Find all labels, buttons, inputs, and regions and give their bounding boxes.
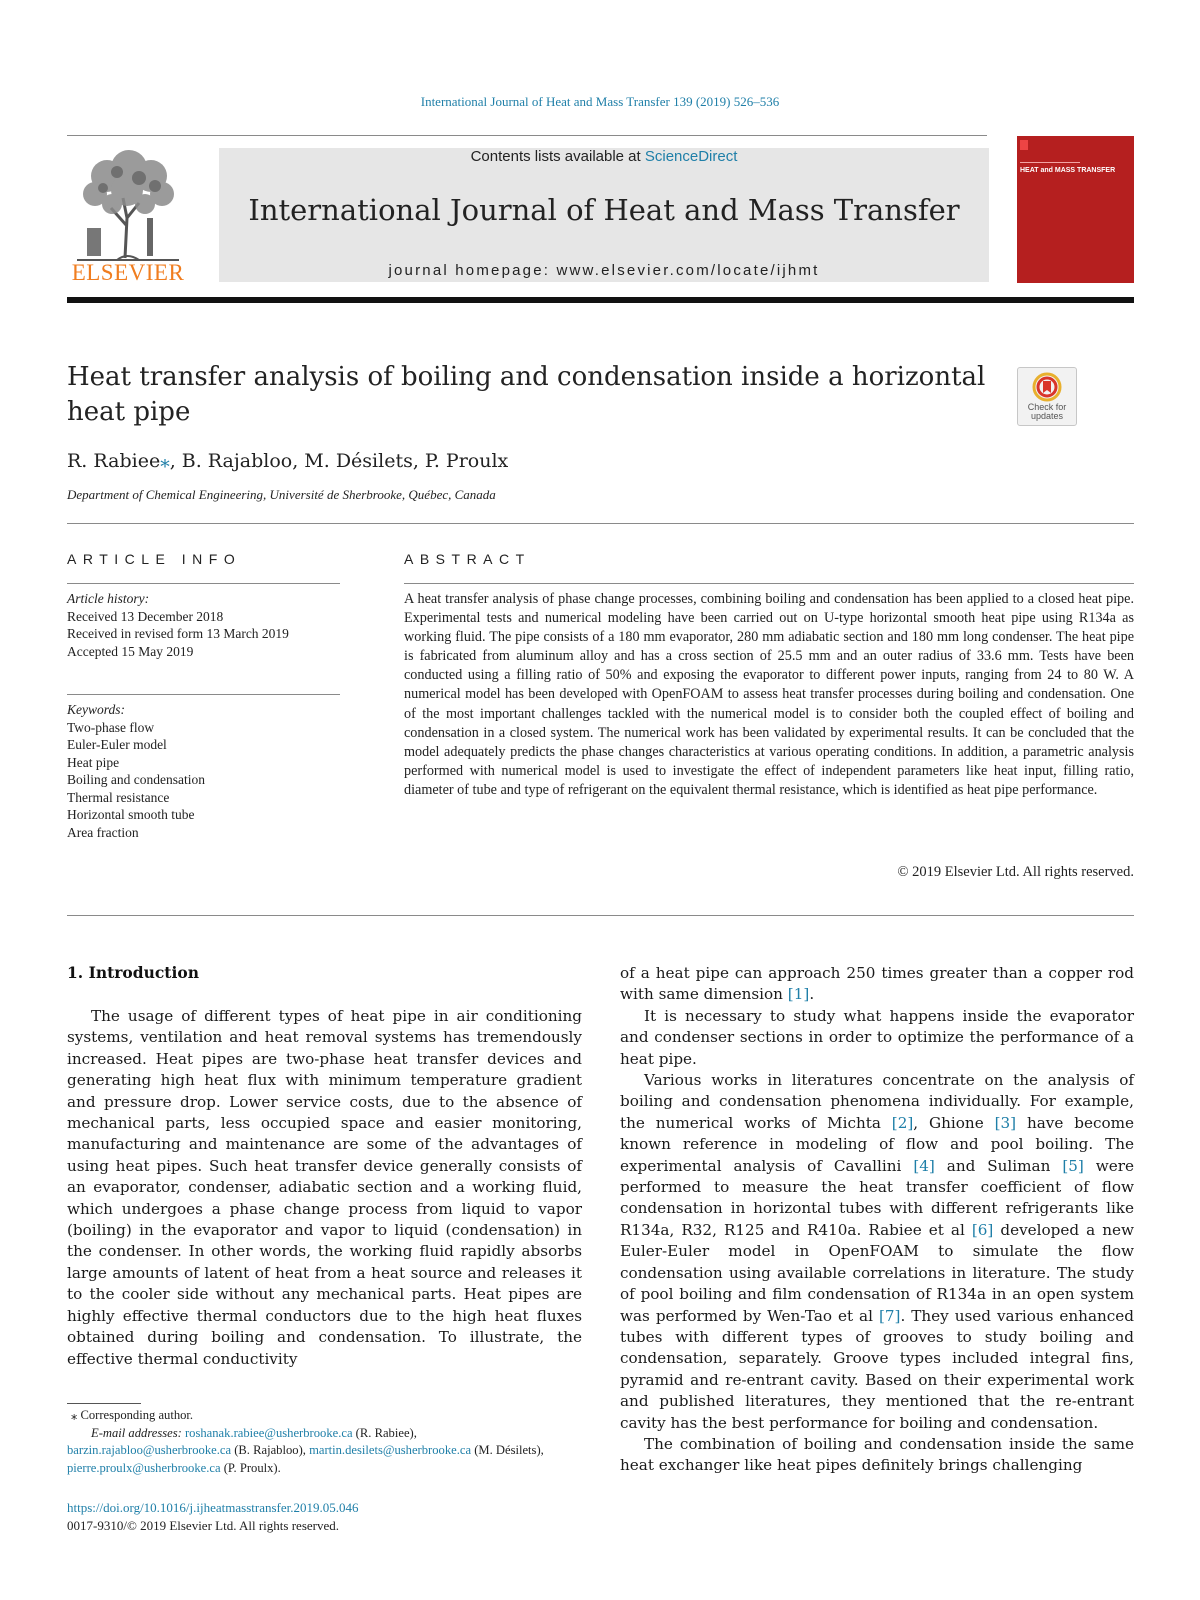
email-owner: (M. Désilets), (471, 1443, 544, 1458)
keyword-item: Thermal resistance (67, 789, 170, 805)
history-label: Article history: (67, 591, 150, 606)
citation-link[interactable]: [5] (1062, 1156, 1084, 1175)
email-link[interactable]: barzin.rajabloo@usherbrooke.ca (67, 1443, 232, 1458)
corresponding-author-note: ⁎ Corresponding author. (71, 1408, 194, 1422)
history-received: Received 13 December 2018 (67, 608, 224, 624)
abstract-heading: ABSTRACT (404, 551, 531, 567)
journal-cover-thumbnail (1017, 136, 1134, 283)
email-link[interactable]: martin.desilets@usherbrooke.ca (309, 1443, 472, 1458)
article-title: Heat transfer analysis of boiling and condensation inside a horizontal heat pipe (67, 362, 986, 427)
intro-paragraph-4: The combination of boiling and condensation inside the same heat exchanger like heat pipes definitely brings challenging (620, 1434, 1134, 1475)
contents-availability (219, 148, 989, 165)
intro-paragraph-1: The usage of different types of heat pipe in air conditioning systems, ventilation and heat removal systems has tremendously increased. Heat pipes are two-phase heat transfer devices and generating high heat flux with minimum temperature gradient and pressure drop. Lower service costs, due to the absence of mechanical parts, less occupied space and easier monitoring, manufacturing and maintenance are some of the advantages of using heat pipes. Such heat transfer device generally consists of an evaporator, condenser, adiabatic section and a working fluid, which undergoes a phase change process from liquid to vapor (boiling) in the evaporator and vapor to liquid (condensation) in the condenser. In other words, the working fluid rapidly absorbs large amounts of latent of heat from a heat source and releases it to the cooler side without any mechanical parts. Heat pipes are highly effective thermal conductors due to the high heat fluxes obtained during boiling and condensation. To illustrate, the effective thermal conductivity (67, 1007, 582, 1368)
crossmark-icon (1032, 372, 1062, 402)
keyword-item: Heat pipe (67, 754, 120, 770)
article-history (67, 590, 340, 660)
article-info-heading: ARTICLE INFO (67, 551, 242, 567)
abstract-end-divider (67, 915, 1134, 916)
author-rest: , B. Rajabloo, M. Désilets, P. Proulx (169, 450, 509, 472)
keyword-item: Horizontal smooth tube (67, 807, 195, 822)
header-thick-divider (67, 297, 1134, 303)
keyword-item: Euler-Euler model (67, 737, 167, 752)
citation-link[interactable]: [7] (878, 1306, 901, 1325)
journal-homepage[interactable]: journal homepage: www.elsevier.com/locate/ijhmt (388, 262, 820, 279)
abstract-body: A heat transfer analysis of phase change processes, combining boiling and condensation has been applied to a closed heat pipe. Experimental tests and numerical modeling have been carried out on U-type horizontal smooth heat pipe using R134a as working fluid. The pipe consists of a 180 mm evaporator, 280 mm adiabatic section and 180 mm long condenser. The heat pipe is fabricated from aluminum alloy and has a cross section of 25.5 mm and an outer radius of 33.6 mm. Tests have been conducted using a filling ratio of 50% and exposing the evaporator to different power inputs, ranging from 24 to 80 W. A numerical model has been developed with OpenFOAM to assess heat transfer processes during boiling and condensation. One of the most important challenges tackled with the numerical model is to consider both the coupled effect of boiling and condensation in a closed system. The numerical work has been validated by experimental results. It can be concluded that the model adequately predicts the phase changes characteristics at various operating conditions. In addition, a parametric analysis performed with numerical model is used to investigate the effect of independent parameters like heat input, filling ratio, diameter of tube and type of refrigerant on the equivalent thermal resistance, which is identified as heat pipe performance. (404, 591, 1134, 798)
corresponding-author-mark[interactable]: ⁎ (160, 450, 170, 472)
intro-paragraph-2: It is necessary to study what happens inside the evaporator and condenser sections in order to optimize the performance of a heat pipe. (620, 1006, 1134, 1068)
keywords-list (67, 701, 340, 841)
author-list (67, 450, 967, 472)
keyword-item: Boiling and condensation (67, 772, 205, 787)
doi-block (67, 1499, 582, 1534)
footnotes (67, 1407, 582, 1478)
email-label: E-mail addresses: (91, 1425, 185, 1440)
elsevier-wordmark: ELSEVIER (71, 260, 185, 285)
cover-logo-mark (1020, 140, 1028, 150)
paragraph-text: . They used various enhanced tubes with different types of grooves to study boiling and condensation, separately. Groove types included integral fins, pyramid and re-entrant cavity. Based on their experimental work and published literatures, they mentioned that the re-entrant cavity has the best performance for boiling and condensation. (620, 1306, 1135, 1432)
cover-title: HEAT and MASS TRANSFER (1020, 167, 1116, 174)
intro-paragraph-1-continued (620, 963, 1134, 1006)
affiliation-divider (67, 523, 1134, 524)
paragraph-text: Various works in literatures concentrate on the analysis of boiling and condensation phenomena individually. For example, the numerical works of Michta (620, 1071, 1134, 1132)
email-addresses (67, 1425, 582, 1478)
abstract-divider (404, 583, 1134, 584)
keywords-label: Keywords: (67, 702, 125, 717)
citation-link[interactable]: [3] (994, 1113, 1017, 1132)
email-link[interactable]: pierre.proulx@usherbrooke.ca (67, 1461, 221, 1476)
affiliation: Department of Chemical Engineering, Université de Sherbrooke, Québec, Canada (67, 487, 496, 502)
intro-paragraph-3 (620, 1070, 1134, 1434)
paragraph-text: have become known reference in modeling of flow and pool boiling. The experimental analysis of Cavallini (620, 1113, 1135, 1175)
history-accepted: Accepted 15 May 2019 (67, 643, 194, 659)
journal-title: International Journal of Heat and Mass Transfer (248, 193, 960, 227)
paragraph-text: , Ghione (913, 1113, 995, 1132)
top-divider (67, 135, 987, 136)
paragraph-text: and Suliman (934, 1156, 1063, 1175)
paragraph-text: were performed to measure the heat transfer coefficient of flow condensation in horizontal tubes with different refrigerants like R134a, R32, R125 and R410a. Rabiee et al (620, 1156, 1134, 1239)
history-revised: Received in revised form 13 March 2019 (67, 626, 289, 641)
citation-link[interactable]: [1] (787, 985, 810, 1004)
contents-prefix: Contents lists available at (470, 148, 645, 165)
article-info-divider (67, 583, 340, 584)
paragraph-text: . (809, 985, 815, 1004)
email-owner: (R. Rabiee), (352, 1425, 417, 1440)
keywords-divider (67, 694, 340, 695)
citation-link[interactable]: [4] (913, 1156, 935, 1175)
crossmark-label: Check for updates (1027, 402, 1067, 421)
issn-copyright: 0017-9310/© 2019 Elsevier Ltd. All rights reserved. (67, 1517, 339, 1533)
paragraph-text: developed a new Euler-Euler model in OpenFOAM to simulate the flow condensation using available correlations in literature. The study of pool boiling and film condensation of R134a in an open system was performed by Wen-Tao et al (620, 1220, 1134, 1325)
email-owner: (B. Rajabloo), (231, 1443, 310, 1458)
journal-reference-link[interactable]: International Journal of Heat and Mass Transfer 139 (2019) 526–536 (420, 94, 780, 109)
keyword-item: Area fraction (67, 824, 139, 840)
email-link[interactable]: roshanak.rabiee@usherbrooke.ca (184, 1425, 353, 1440)
abstract-copyright: © 2019 Elsevier Ltd. All rights reserved. (897, 864, 1134, 880)
doi-link[interactable]: https://doi.org/10.1016/j.ijheatmasstransfer.2019.05.046 (67, 1500, 359, 1515)
body-column-left (67, 1006, 582, 1370)
keyword-item: Two-phase flow (67, 719, 155, 735)
sciencedirect-link[interactable]: ScienceDirect (644, 148, 738, 165)
cover-rule (1020, 162, 1080, 163)
email-owner: (P. Proulx). (220, 1461, 281, 1476)
footnote-divider (67, 1403, 141, 1404)
author-first: R. Rabiee (67, 450, 161, 472)
citation-link[interactable]: [6] (971, 1220, 994, 1239)
body-column-right (620, 963, 1134, 1477)
citation-link[interactable]: [2] (891, 1113, 914, 1132)
paragraph-text: of a heat pipe can approach 250 times greater than a copper rod with same dimension (620, 964, 1134, 1004)
section-heading-introduction: 1. Introduction (67, 963, 199, 982)
